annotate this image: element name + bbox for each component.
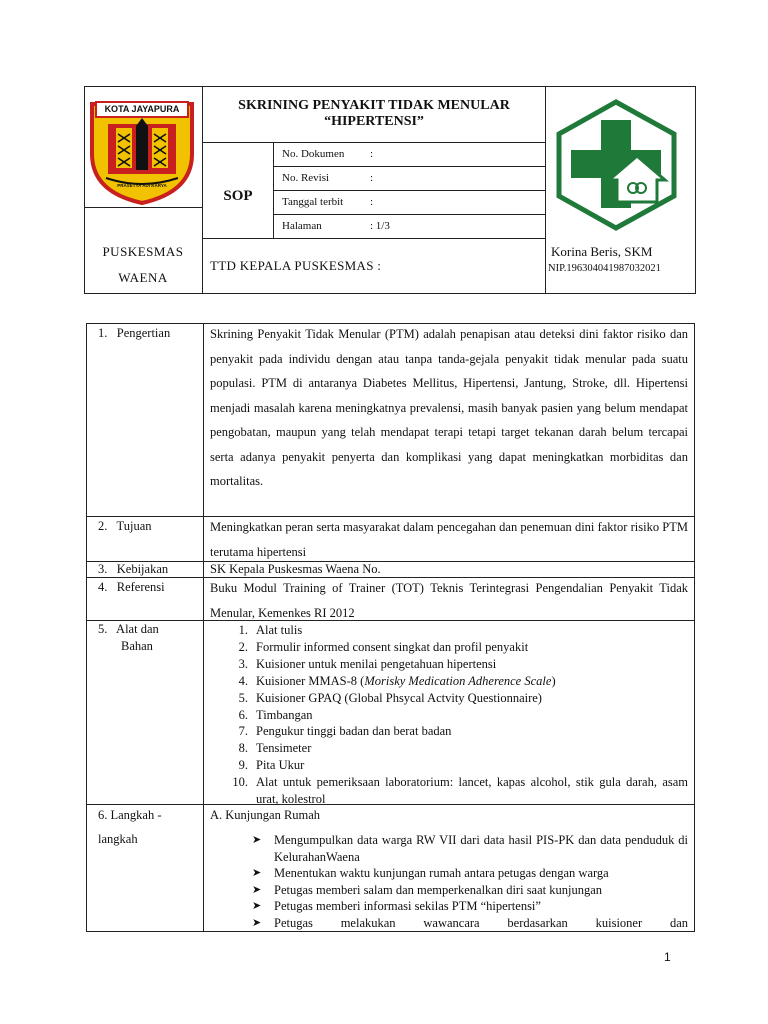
label-langkah-line1: 6. Langkah - xyxy=(98,808,162,822)
list-item xyxy=(226,707,688,724)
arrow-bullet-icon: ➤ xyxy=(252,900,262,912)
meta-label-no-revisi: No. Revisi xyxy=(282,172,330,184)
logo-banner-text: KOTA JAYAPURA xyxy=(104,104,180,114)
list-item xyxy=(226,757,688,774)
step-text: Menentukan waktu kunjungan rumah antara petugas dengan warga xyxy=(274,866,609,880)
list-item-text: Tensimeter xyxy=(256,741,312,756)
meta-value-no-dokumen: : xyxy=(370,148,374,160)
list-item xyxy=(226,723,688,740)
head-nip: NIP.196304041987032021 xyxy=(548,263,661,274)
list-item-number: 6. xyxy=(238,707,248,722)
list-item-number: 4. xyxy=(238,673,248,688)
meta-label-tanggal-terbit: Tanggal terbit xyxy=(282,196,344,208)
list-item-text: Alat untuk pemeriksaan laboratorium: lancet, kapas alcohol, stik gula darah, asam urat, kolestrol xyxy=(256,775,688,807)
list-item-text: Alat tulis xyxy=(256,623,303,637)
label-pengertian: 1. Pengertian xyxy=(98,326,171,340)
text-pengertian: Skrining Penyakit Tidak Menular (PTM) adalah penapisan atau deteksi dini faktor risiko dan penyakit pada individu dengan atau tanpa tanda-gejala penyakit tidak menular pada suatu populasi. PTM di antaranya Diabetes Mellitus, Hipertensi, Jantung, Stroke, dll. Hipertensi menjadi masalah karena meningkatnya prevalensi, masih banyak pasien yang belum mendapat pengobatan, maupun yang telah mendapat terapi tetapi target tekanan darah belum tercapai serta adanya penyakit penyerta dan komplikasi yang dapat meningkatkan morbiditas dan mortalitas. xyxy=(210,327,688,488)
list-item-number: 5. xyxy=(238,690,248,705)
arrow-bullet-icon: ➤ xyxy=(252,867,262,879)
meta-value-halaman: : 1/3 xyxy=(370,220,390,232)
list-item-number: 10. xyxy=(232,775,248,790)
label-alat-line2: Bahan xyxy=(121,639,153,653)
list-item xyxy=(244,898,688,915)
meta-label-no-dokumen: No. Dokumen xyxy=(282,148,345,160)
page-number: 1 xyxy=(664,950,671,964)
label-tujuan: 2. Tujuan xyxy=(98,519,152,533)
arrow-bullet-icon: ➤ xyxy=(252,834,262,846)
list-item-number: 3. xyxy=(238,656,248,671)
list-item-number: 7. xyxy=(238,724,248,739)
list-item xyxy=(226,774,688,808)
logo-motto-text: PRASETYA ADI KARYA xyxy=(117,183,167,188)
list-item-text: Formulir informed consent singkat dan profil penyakit xyxy=(256,639,529,654)
list-item-text: Kuisioner MMAS-8 ( xyxy=(256,673,365,688)
arrow-bullet-icon: ➤ xyxy=(252,916,262,929)
langkah-subheading: A. Kunjungan Rumah xyxy=(210,808,321,822)
list-item xyxy=(244,915,688,932)
list-item xyxy=(226,622,688,639)
puskesmas-logo xyxy=(553,98,680,231)
list-item-text: Pengukur tinggi badan dan berat badan xyxy=(256,724,452,739)
label-langkah-line2: langkah xyxy=(98,832,138,846)
list-item xyxy=(226,656,688,673)
sop-label: SOP xyxy=(223,188,253,204)
list-item-italic-text: Morisky Medication Adherence Scale xyxy=(364,673,552,688)
arrow-bullet-icon: ➤ xyxy=(252,883,262,896)
step-text: Petugas melakukan wawancara berdasarkan kuisioner dan xyxy=(274,915,688,930)
signature-label: TTD KEPALA PUSKESMAS : xyxy=(210,258,382,273)
page-title-line1: SKRINING PENYAKIT TIDAK MENULAR xyxy=(238,98,510,113)
list-item-tail: ) xyxy=(551,673,556,688)
list-item xyxy=(244,882,688,899)
list-item-number: 9. xyxy=(238,758,248,773)
list-item xyxy=(226,673,688,690)
label-kebijakan: 3. Kebijakan xyxy=(98,562,169,576)
meta-label-halaman: Halaman xyxy=(282,220,322,232)
step-text: Petugas memberi salam dan memperkenalkan diri saat kunjungan xyxy=(274,882,603,897)
page-title-line2: “HIPERTENSI” xyxy=(324,114,424,129)
list-item xyxy=(244,832,688,865)
label-alat-line1: 5. Alat dan xyxy=(98,622,159,636)
org-name-line1: PUSKESMAS xyxy=(102,244,184,259)
list-item xyxy=(244,865,688,882)
list-item-number: 1. xyxy=(238,623,248,637)
alat-list xyxy=(226,622,688,808)
list-item xyxy=(226,639,688,656)
label-referensi: 4. Referensi xyxy=(98,580,165,594)
list-item xyxy=(226,740,688,757)
list-item-text: Pita Ukur xyxy=(256,758,305,773)
langkah-steps xyxy=(244,832,688,931)
text-tujuan: Meningkatkan peran serta masyarakat dalam pencegahan dan penemuan dini faktor risiko PTM terutama hipertensi xyxy=(210,520,688,559)
list-item-number: 8. xyxy=(238,741,248,756)
head-name: Korina Beris, SKM xyxy=(551,244,653,259)
text-kebijakan: SK Kepala Puskesmas Waena No. xyxy=(210,562,381,576)
meta-value-no-revisi: : xyxy=(370,172,374,184)
text-referensi: Buku Modul Training of Trainer (TOT) Teknis Terintegrasi Pengendalian Penyakit Tidak Menular, Kemenkes RI 2012 xyxy=(210,581,688,620)
meta-value-tanggal-terbit: : xyxy=(370,196,374,208)
step-text: Petugas memberi informasi sekilas PTM “hipertensi” xyxy=(274,899,541,913)
org-name-line2: WAENA xyxy=(118,270,168,285)
list-item-text: Timbangan xyxy=(256,707,313,722)
list-item xyxy=(226,690,688,707)
step-text: Mengumpulkan data warga RW VII dari data hasil PIS-PK dan data penduduk di KelurahanWaena xyxy=(274,833,688,864)
list-item-text: Kuisioner untuk menilai pengetahuan hipertensi xyxy=(256,656,497,671)
list-item-text: Kuisioner GPAQ (Global Phsycal Actvity Questionnaire) xyxy=(256,690,542,705)
list-item-number: 2. xyxy=(238,639,248,654)
